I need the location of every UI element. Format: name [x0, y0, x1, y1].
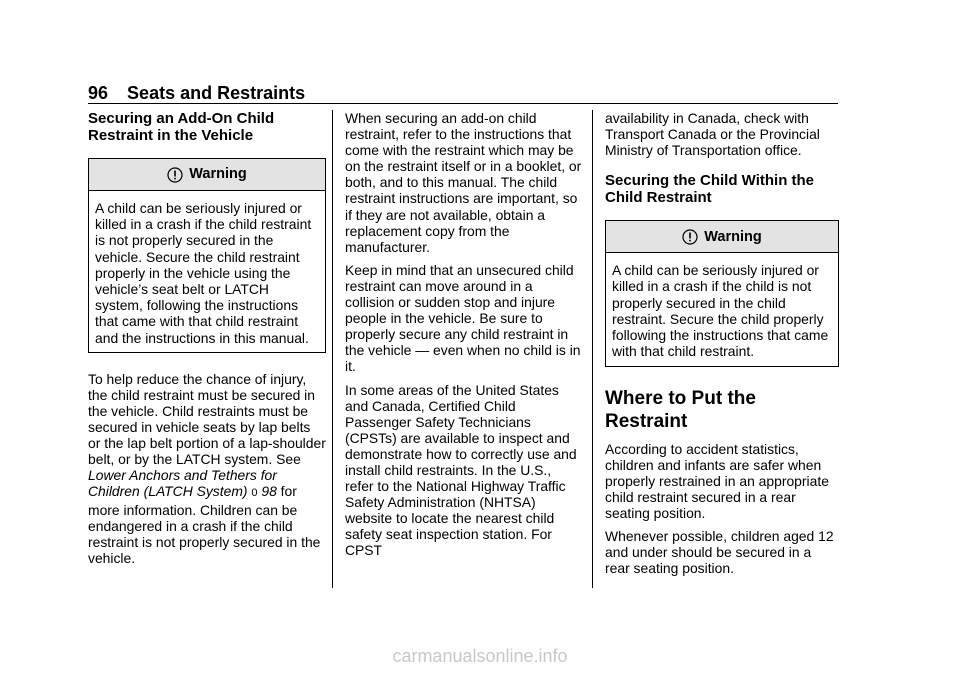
page-ref-arrow-icon: 0	[251, 487, 258, 500]
header-rule	[88, 103, 838, 104]
paragraph-help-reduce: To help reduce the chance of injury, the child restraint must be secured in the vehicle. Child restraints must be secured in vehicle seats by lap belts or the lap belt portion of a lap-shoulder belt, or by the LATCH system. See Lower Anchors and Tethers for Children (LATCH System) 0 98 for more information. Children can be endangered in a crash if the child restraint is not properly secured in the vehicle.	[88, 370, 326, 566]
paragraph-canada: availability in Canada, check with Transport Canada or the Provincial Ministry of Transportation office.	[605, 110, 820, 159]
watermark: carmanualsonline.info	[392, 646, 568, 666]
column-1	[88, 110, 326, 573]
column-divider-2	[592, 110, 593, 588]
paragraph-statistics: According to accident statistics, children and infants are safer when properly restrained in an appropriate child restraint secured in a rear seating position.	[605, 440, 829, 521]
warning-header	[89, 159, 325, 191]
column-divider-1	[332, 110, 333, 588]
heading-securing-add-on: Securing an Add-On Child Restraint in the Vehicle	[88, 110, 275, 144]
warning-box-2	[605, 220, 839, 366]
page-number: 96	[88, 83, 109, 103]
heading-where-to-put: Where to Put the Restraint	[605, 387, 756, 432]
warning-label: Warning	[704, 228, 762, 245]
column-2	[345, 110, 583, 566]
page-ref-number[interactable]: 98	[261, 483, 277, 500]
warning-header	[606, 221, 838, 253]
warning-label: Warning	[189, 166, 247, 183]
paragraph-instructions: When securing an add-on child restraint, refer to the instructions that come with the restraint which may be on the restraint itself or in a booklet, or both, and to this manual. The child restraint instructions are important, so if they are not available, obtain a replacement copy from the manufacturer.	[345, 110, 582, 255]
warning-box-1	[88, 158, 326, 353]
paragraph-cpst: In some areas of the United States and Canada, Certified Child Passenger Safety Technicians (CPSTs) are available to inspect and demonstrate how to correctly use and install child restraints. In the U.S., refer to the National Highway Traffic Safety Administration (NHTSA) website to locate the nearest child safety seat inspection station. For CPST	[345, 381, 577, 559]
paragraph-unsecured: Keep in mind that an unsecured child restraint can move around in a collision or sudden stop and injure people in the vehicle. Be sure to properly secure any child restraint in the vehicle — even when no child is in it.	[345, 261, 581, 375]
latch-reference-link[interactable]: Lower Anchors and Tethers for Children (LATCH System)	[88, 467, 277, 500]
warning-text: A child can be seriously injured or killed in a crash if the child restraint is not properly secured in the vehicle. Secure the child restraint properly in the vehicle using the vehicle’s seat belt or LATCH system, following the instructions that came with that child restraint and the instructions in this manual.	[95, 200, 312, 346]
section-title: Seats and Restraints	[127, 83, 306, 103]
warning-icon	[167, 167, 183, 183]
column-3	[605, 110, 839, 583]
heading-securing-child: Securing the Child Within the Child Restraint	[605, 172, 815, 207]
paragraph-whenever-possible: Whenever possible, children aged 12 and under should be secured in a rear seating position.	[605, 527, 834, 577]
page-header	[88, 82, 838, 104]
warning-icon	[682, 229, 698, 245]
warning-text: A child can be seriously injured or killed in a crash if the child is not properly secured in the child restraint. Secure the child properly following the instructions that came with that child restraint.	[612, 262, 829, 360]
